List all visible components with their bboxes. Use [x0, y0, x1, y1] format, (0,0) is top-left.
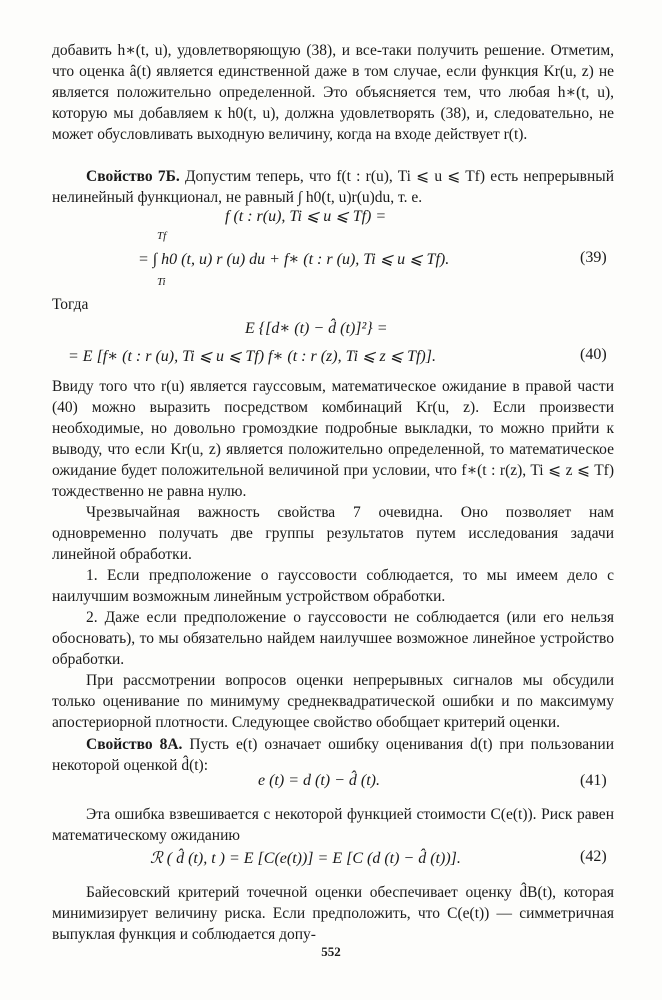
- eq39-integral-lower-limit: Ti: [157, 276, 166, 288]
- paragraph-estimation: При рассмотрении вопросов оценки непрерывных сигналов мы обсудили только оценивание по минимуму среднеквадратической ошибки и по максимуму апостериорной плотности. Следующее свойство обобщает критерий оценки.: [52, 672, 614, 731]
- eq39-number: (39): [580, 249, 607, 266]
- paragraph-bayes: Байесовский критерий точечной оценки обеспечивает оценку d̂B(t), которая минимизирует величину риска. Если предположить, что C(e(t)) — симметричная выпуклая функция и соблюдается допу-: [52, 884, 614, 943]
- eq39-integral-upper-limit: Tf: [157, 230, 167, 242]
- property-8a-text: Пусть e(t) означает ошибку оценивания d(t) при пользовании некоторой оценкой d̂(t):: [52, 736, 614, 774]
- property-7b-text: Допустим теперь, что f(t : r(u), Ti ⩽ u ⩽ Tf) есть непрерывный нелинейный функционал, не равный ∫ h0(t, u)r(u)du, т. е.: [52, 168, 614, 206]
- paragraph-property-7b: [52, 166, 614, 208]
- eq41-number: (41): [580, 772, 607, 789]
- eq42-number: (42): [580, 848, 607, 865]
- eq40-number: (40): [580, 346, 607, 363]
- paragraph-item-1: 1. Если предположение о гауссовости соблюдается, то мы имеем дело с наилучшим возможным линейным устройством обработки.: [52, 567, 614, 605]
- eq39-line2: = ∫ h0 (t, u) r (u) du + f∗ (t : r (u), Ti ⩽ u ⩽ Tf).: [138, 251, 450, 268]
- eq40-line2: = E [f∗ (t : r (u), Ti ⩽ u ⩽ Tf) f∗ (t : r (z), Ti ⩽ z ⩽ Tf)].: [68, 348, 436, 365]
- eq39-line1: f (t : r(u), Ti ⩽ u ⩽ Tf) =: [225, 208, 387, 225]
- paragraph-gaussian: Ввиду того что r(u) является гауссовым, математическое ожидание в правой части (40) можно выразить посредством комбинаций Kr(u, z). Если произвести необходимые, но довольно громоздкие подробные выкладки, то можно прийти к выводу, что если Kr(u, z) является положительно определенной, то математическое ожидание будет положительной величиной при условии, что f∗(t : r(z), Ti ⩽ z ⩽ Tf) тождественно не равна нулю.: [52, 378, 614, 500]
- paragraph-item-2: 2. Даже если предположение о гауссовости не соблюдается (или его нельзя обосновать), то мы обязательно найдем наилучшее возможное линейное устройство обработки.: [52, 609, 614, 668]
- paragraph-importance: Чрезвычайная важность свойства 7 очевидна. Оно позволяет нам одновременно получать две группы результатов путем исследования задачи линейной обработки.: [52, 504, 614, 563]
- paragraph-property-8a: [52, 734, 614, 776]
- eq40-line1: E {[d∗ (t) − d̂ (t)]²} =: [245, 320, 388, 337]
- eq42: ℛ ( d̂ (t), t ) = E [C(e(t))] = E [C (d (t) − d̂ (t))].: [150, 850, 461, 867]
- paragraph-cost: Эта ошибка взвешивается с некоторой функцией стоимости C(e(t)). Риск равен математическому ожиданию: [52, 806, 614, 844]
- togda-word: Тогда: [52, 296, 89, 313]
- paragraph-1: добавить h∗(t, u), удовлетворяющую (38), и все-таки получить решение. Отметим, что оценка â(t) является единственной даже в том случае, если функция Kr(u, z) не является положительно определенной. Это объясняется тем, что любая h∗(t, u), которую мы добавляем к h0(t, u), должна удовлетворять (38), и, следовательно, не может обусловливать выходную величину, когда на входе действует r(t).: [52, 42, 614, 143]
- property-8a-label: Свойство 8А.: [86, 736, 183, 753]
- property-7b-label: Свойство 7Б.: [86, 168, 180, 185]
- page-number: 552: [321, 944, 341, 959]
- eq41: e (t) = d (t) − d̂ (t).: [258, 772, 380, 789]
